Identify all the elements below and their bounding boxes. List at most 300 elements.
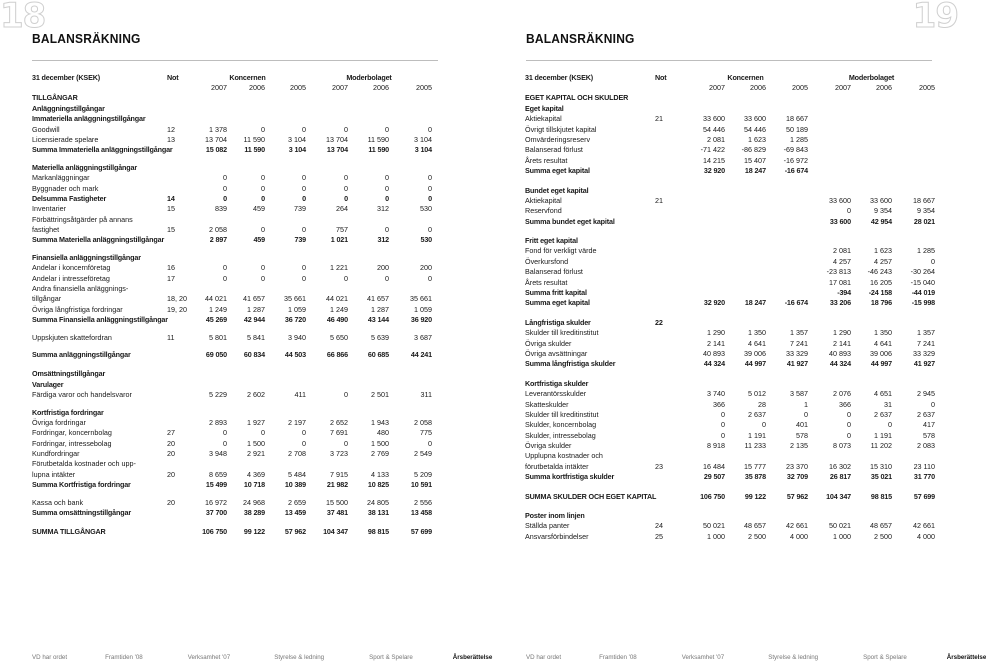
value-cell: 1 290 [833, 328, 852, 338]
value-cell: 31 [884, 399, 893, 409]
blank-cell [32, 82, 167, 92]
row-label: fastighet [32, 225, 60, 235]
value-cell: 10 718 [243, 480, 265, 490]
column-header-date: 31 december (KSEK) [32, 72, 101, 82]
value-cell: 312 [377, 235, 390, 245]
column-header-year: 2007 [835, 82, 852, 92]
note-ref [655, 430, 683, 440]
value-cell: 2 058 [209, 225, 227, 235]
value-cell: 0 [302, 428, 307, 438]
table-row [525, 328, 935, 338]
value-cell: 66 866 [326, 349, 349, 359]
table-row [32, 134, 432, 144]
table-row [525, 409, 935, 419]
value-cell [306, 214, 348, 224]
value-cell: 459 [253, 204, 265, 214]
note-ref [167, 459, 189, 469]
value-cell: 36 920 [410, 315, 433, 325]
table-row [32, 390, 432, 400]
column-group-moderbolaget: Moderbolaget [346, 72, 392, 82]
spacer [525, 308, 935, 317]
value-cell: 15 310 [870, 461, 893, 471]
value-cell: 33 329 [913, 348, 936, 358]
value-cell: 44 997 [744, 359, 766, 369]
value-cell: 5 841 [247, 332, 265, 342]
section-heading-row [525, 103, 935, 113]
balance-table-assets [32, 72, 432, 537]
footer-nav-item[interactable]: Styrelse & ledning [274, 654, 325, 661]
subtotal-row [32, 235, 432, 245]
value-cell: 99 122 [744, 491, 766, 501]
value-cell: 40 893 [829, 348, 852, 358]
value-cell: 366 [713, 399, 725, 409]
value-cell: 10 591 [410, 480, 433, 490]
row-label: Andelar i intresseföretag [32, 273, 110, 283]
value-cell [808, 145, 851, 155]
value-cell: 1 500 [247, 438, 265, 448]
note-ref [167, 315, 189, 325]
table-row [525, 430, 935, 440]
row-label: Övriga avsättningar [525, 348, 588, 358]
spacer [32, 342, 432, 349]
value-cell: 3 940 [288, 332, 307, 342]
value-cell [766, 451, 808, 461]
value-cell [265, 459, 306, 469]
section-heading: Materiella anläggningstillgångar [32, 162, 138, 172]
value-cell [189, 459, 227, 469]
value-cell [851, 155, 892, 165]
value-cell: 2 637 [917, 409, 936, 419]
table-row [525, 124, 935, 134]
value-cell: 42 661 [913, 521, 936, 531]
subtotal-row [32, 193, 432, 203]
value-cell: 2 921 [247, 449, 265, 459]
value-cell: 10 825 [367, 480, 390, 490]
value-cell: 33 329 [786, 348, 809, 358]
note-ref [655, 246, 683, 256]
spacer-row [525, 482, 935, 491]
value-cell [683, 277, 725, 287]
value-cell: 23 110 [913, 461, 936, 471]
value-cell: 8 918 [707, 441, 725, 451]
value-cell: 578 [923, 430, 936, 440]
value-cell: -15 040 [910, 277, 936, 287]
value-cell: 4 641 [874, 338, 893, 348]
value-cell: 15 500 [326, 497, 349, 507]
subtotal-row [525, 472, 935, 482]
value-cell [348, 459, 389, 469]
value-cell: -44 019 [911, 288, 936, 298]
value-cell: 11 590 [243, 134, 265, 144]
value-cell: 37 481 [326, 508, 349, 518]
note-ref [655, 145, 683, 155]
column-header-year: 2007 [211, 82, 227, 92]
value-cell [725, 451, 766, 461]
value-cell [725, 256, 766, 266]
table-header-years [32, 82, 432, 92]
subtotal-row [32, 527, 432, 537]
value-cell: 5 639 [371, 332, 390, 342]
value-cell: 16 205 [870, 277, 893, 287]
value-cell [189, 214, 227, 224]
value-cell: 1 [804, 399, 809, 409]
spacer-row [32, 245, 432, 252]
section-heading-row [32, 252, 432, 262]
value-cell [766, 256, 808, 266]
value-cell: 1 285 [790, 134, 809, 144]
footer-nav-item[interactable]: Sport & Spelare [369, 654, 413, 661]
row-label: Skulder, intressebolag [525, 430, 596, 440]
value-cell: 106 750 [700, 491, 725, 501]
value-cell: 39 006 [744, 348, 766, 358]
table-row [525, 531, 935, 541]
section-heading-row [32, 103, 432, 113]
value-cell: 9 354 [917, 206, 936, 216]
value-cell: -15 998 [911, 298, 936, 308]
value-cell: 28 021 [913, 216, 936, 226]
value-cell [892, 114, 935, 124]
column-header-year: 2007 [709, 82, 725, 92]
value-cell [725, 317, 766, 327]
value-cell: 311 [420, 390, 433, 400]
value-cell: 7 241 [917, 338, 936, 348]
value-cell: 57 699 [913, 491, 936, 501]
right-page [480, 0, 986, 663]
note-ref: 14 [167, 193, 175, 203]
value-cell [851, 134, 892, 144]
value-cell: 3 104 [288, 145, 307, 155]
row-label: Inventarier [32, 204, 66, 214]
row-label: Överkursfond [525, 256, 569, 266]
value-cell: 2 141 [833, 338, 852, 348]
value-cell: 104 347 [826, 491, 852, 501]
footer-nav-item[interactable]: Framtiden '08 [105, 654, 143, 661]
value-cell: 18 247 [744, 166, 766, 176]
value-cell: 36 720 [284, 315, 307, 325]
value-cell: 0 [344, 273, 349, 283]
value-cell: 16 484 [703, 461, 725, 471]
value-cell: 739 [294, 204, 307, 214]
value-cell: 33 600 [829, 195, 852, 205]
value-cell [851, 317, 892, 327]
section-heading: EGET KAPITAL OCH SKULDER [525, 93, 629, 103]
value-cell: 2 081 [707, 134, 725, 144]
row-label: Förbättringsåtgärder på annans [32, 214, 133, 224]
value-cell: 7 691 [330, 428, 349, 438]
value-cell: 4 133 [371, 469, 390, 479]
value-cell [851, 114, 892, 124]
column-group-koncernen: Koncernen [727, 72, 764, 82]
subtotal-row [525, 298, 935, 308]
value-cell [725, 206, 766, 216]
value-cell: 1 500 [371, 438, 390, 448]
note-ref [655, 441, 683, 451]
value-cell: 2 556 [414, 497, 433, 507]
value-cell: 50 021 [703, 521, 725, 531]
note-ref: 15 [167, 204, 175, 214]
value-cell [227, 214, 265, 224]
row-label: Ställda panter [525, 521, 570, 531]
value-cell: 45 269 [205, 315, 227, 325]
value-cell [851, 451, 892, 461]
page-number: 18 [0, 0, 46, 36]
value-cell: 5 801 [209, 332, 227, 342]
value-cell: 0 [223, 193, 227, 203]
value-cell: 4 000 [790, 531, 809, 541]
value-cell: 18 796 [870, 298, 893, 308]
table-row [525, 155, 935, 165]
value-cell: 44 021 [326, 294, 349, 304]
spacer [525, 501, 935, 510]
page-number: 19 [912, 0, 958, 36]
value-cell: 44 324 [703, 359, 725, 369]
value-cell: 3 723 [330, 449, 349, 459]
value-cell: 26 817 [829, 472, 852, 482]
value-cell [892, 317, 935, 327]
value-cell: 0 [261, 273, 265, 283]
row-label: Summa anläggningstillgångar [32, 349, 131, 359]
value-cell [725, 277, 766, 287]
value-cell: 2 500 [874, 531, 893, 541]
row-label: Kundfordringar [32, 449, 80, 459]
row-label: Övriga skulder [525, 441, 572, 451]
value-cell [808, 166, 851, 176]
value-cell: 9 354 [874, 206, 893, 216]
footer-nav-item[interactable]: VD har ordet [32, 654, 68, 661]
value-cell [306, 283, 348, 293]
section-heading-row [525, 510, 935, 520]
row-label: Färdiga varor och handelsvaror [32, 390, 132, 400]
column-header-year: 2006 [750, 82, 766, 92]
value-cell: 411 [294, 390, 307, 400]
value-cell: 48 657 [744, 521, 766, 531]
value-cell: 2 501 [371, 390, 390, 400]
table-row [525, 521, 935, 531]
value-cell: 530 [420, 235, 433, 245]
value-cell [808, 155, 851, 165]
value-cell: 0 [223, 428, 227, 438]
note-ref: 16 [167, 263, 175, 273]
row-label: SUMMA SKULDER OCH EGET KAPITAL [525, 491, 657, 501]
value-cell: 1 357 [917, 328, 936, 338]
row-label: Balanserad förlust [525, 267, 583, 277]
spacer-row [32, 360, 432, 369]
table-row [32, 263, 432, 273]
note-ref [655, 216, 683, 226]
note-ref [655, 472, 683, 482]
footer-nav-item[interactable]: Årsberättelse [452, 654, 493, 661]
row-label: Summa Finansiella anläggningstillgångar [32, 315, 168, 325]
footer-nav-item[interactable]: Årsberättelse [946, 654, 986, 661]
spacer [525, 226, 935, 235]
row-label: Skulder till kreditinstitut [525, 328, 599, 338]
value-cell: 0 [302, 193, 307, 203]
value-cell: 2 659 [288, 497, 307, 507]
note-ref: 23 [655, 461, 663, 471]
divider [526, 60, 932, 61]
table-row [525, 451, 935, 461]
value-cell: 0 [261, 428, 265, 438]
value-cell: 1 000 [833, 531, 852, 541]
value-cell: 0 [847, 430, 852, 440]
row-label: Långfristiga skulder [525, 317, 591, 327]
spacer [32, 245, 432, 252]
value-cell [851, 145, 892, 155]
row-label: Förutbetalda kostnader och upp- [32, 459, 136, 469]
value-cell: 42 954 [870, 216, 893, 226]
blank-cell [525, 82, 655, 92]
column-header-year: 2005 [416, 82, 433, 92]
value-cell: 42 944 [243, 315, 265, 325]
note-ref [655, 155, 683, 165]
value-cell: 3 587 [790, 389, 809, 399]
value-cell [892, 155, 935, 165]
footer-nav-item[interactable]: Sport & Spelare [863, 654, 907, 661]
value-cell: 0 [385, 193, 390, 203]
value-cell [808, 114, 851, 124]
table-row [32, 224, 432, 234]
value-cell [389, 214, 432, 224]
value-cell [683, 287, 725, 297]
value-cell: 41 927 [913, 359, 936, 369]
value-cell: 1 357 [790, 328, 809, 338]
value-cell [348, 283, 389, 293]
column-header-date: 31 december (KSEK) [525, 72, 594, 82]
value-cell [683, 451, 725, 461]
footer-nav-item[interactable]: Verksamhet '07 [681, 654, 725, 661]
section-heading-row [32, 114, 432, 124]
value-cell: 4 651 [874, 389, 893, 399]
table-row [32, 273, 432, 283]
value-cell [389, 459, 432, 469]
value-cell: 0 [721, 420, 725, 430]
value-cell: 4 257 [874, 256, 893, 266]
value-cell: 37 700 [205, 508, 227, 518]
value-cell: 0 [344, 193, 349, 203]
value-cell: 11 590 [367, 134, 390, 144]
divider [32, 60, 438, 61]
row-label: Balanserad förlust [525, 145, 583, 155]
table-row [32, 173, 432, 183]
row-label: Aktiekapital [525, 114, 562, 124]
value-cell: 0 [847, 206, 852, 216]
footer-nav-item[interactable]: Styrelse & ledning [768, 654, 819, 661]
value-cell: 417 [923, 420, 936, 430]
row-label: Upplupna kostnader och [525, 451, 603, 461]
value-cell: 1 249 [209, 304, 227, 314]
value-cell: 2 637 [874, 409, 893, 419]
note-ref [655, 206, 683, 216]
value-cell: 106 750 [202, 527, 227, 537]
value-cell: 2 500 [748, 531, 766, 541]
page-title: BALANSRÄKNING [526, 31, 635, 47]
value-cell [892, 145, 935, 155]
value-cell: 23 370 [786, 461, 809, 471]
value-cell: 11 590 [368, 145, 390, 155]
value-cell: 0 [428, 193, 433, 203]
spacer-row [32, 400, 432, 407]
value-cell: 1 249 [330, 304, 349, 314]
note-ref: 22 [655, 317, 663, 327]
value-cell [766, 317, 808, 327]
value-cell: 15 777 [744, 461, 766, 471]
value-cell: 32 920 [703, 166, 725, 176]
note-ref [655, 409, 683, 419]
footer-nav-item[interactable]: Verksamhet '07 [187, 654, 231, 661]
value-cell: 4 000 [917, 531, 936, 541]
row-label: Skatteskulder [525, 399, 569, 409]
value-cell: 0 [344, 438, 349, 448]
footer-nav [32, 654, 492, 661]
page-title: BALANSRÄKNING [32, 31, 141, 47]
section-heading: Kortfristiga skulder [525, 378, 589, 388]
value-cell [189, 283, 227, 293]
row-label: Summa omsättningstillgångar [32, 508, 131, 518]
footer-nav-item[interactable]: Framtiden '08 [599, 654, 637, 661]
footer-nav-item[interactable]: VD har ordet [526, 654, 562, 661]
section-heading-row [525, 378, 935, 388]
value-cell: -46 243 [867, 267, 893, 277]
value-cell: 44 997 [870, 359, 893, 369]
value-cell [683, 206, 725, 216]
spacer-row [525, 176, 935, 185]
value-cell: 0 [223, 173, 227, 183]
note-ref: 13 [167, 134, 175, 144]
value-cell: 0 [385, 173, 390, 183]
value-cell: 38 289 [243, 508, 265, 518]
section-heading: Kortfristiga fordringar [32, 407, 104, 417]
value-cell: 13 458 [410, 508, 433, 518]
value-cell [265, 283, 306, 293]
value-cell: 1 285 [917, 246, 936, 256]
value-cell: 13 459 [284, 508, 307, 518]
table-row [525, 399, 935, 409]
table-header-group [525, 72, 935, 82]
table-row [32, 428, 432, 438]
value-cell: 35 021 [870, 472, 893, 482]
row-label: Summa eget kapital [525, 166, 590, 176]
value-cell: 5 229 [209, 390, 227, 400]
value-cell: 0 [847, 409, 852, 419]
value-cell: 4 369 [247, 469, 265, 479]
note-ref [655, 134, 683, 144]
section-heading: TILLGÅNGAR [32, 93, 78, 103]
row-label: Övriga långfristiga fordringar [32, 304, 123, 314]
row-label: Leverantörsskulder [525, 389, 587, 399]
note-ref [655, 420, 683, 430]
value-cell: 0 [428, 438, 433, 448]
section-heading-row [525, 185, 935, 195]
value-cell: 60 834 [243, 349, 265, 359]
value-cell: 757 [336, 225, 349, 235]
value-cell [808, 124, 851, 134]
spacer-row [525, 308, 935, 317]
note-ref [167, 507, 189, 517]
row-label: förutbetalda intäkter [525, 461, 589, 471]
value-cell: 44 241 [410, 349, 433, 359]
note-ref [655, 328, 683, 338]
value-cell: 2 945 [917, 389, 936, 399]
table-row [525, 441, 935, 451]
value-cell: 3 104 [414, 145, 433, 155]
row-label: Fordringar, intressebolag [32, 438, 112, 448]
spacer [32, 490, 432, 497]
table-row [32, 449, 432, 459]
value-cell [725, 287, 766, 297]
subtotal-row [32, 480, 432, 490]
row-label: Skulder till kreditinstitut [525, 409, 599, 419]
subtotal-row [525, 166, 935, 176]
